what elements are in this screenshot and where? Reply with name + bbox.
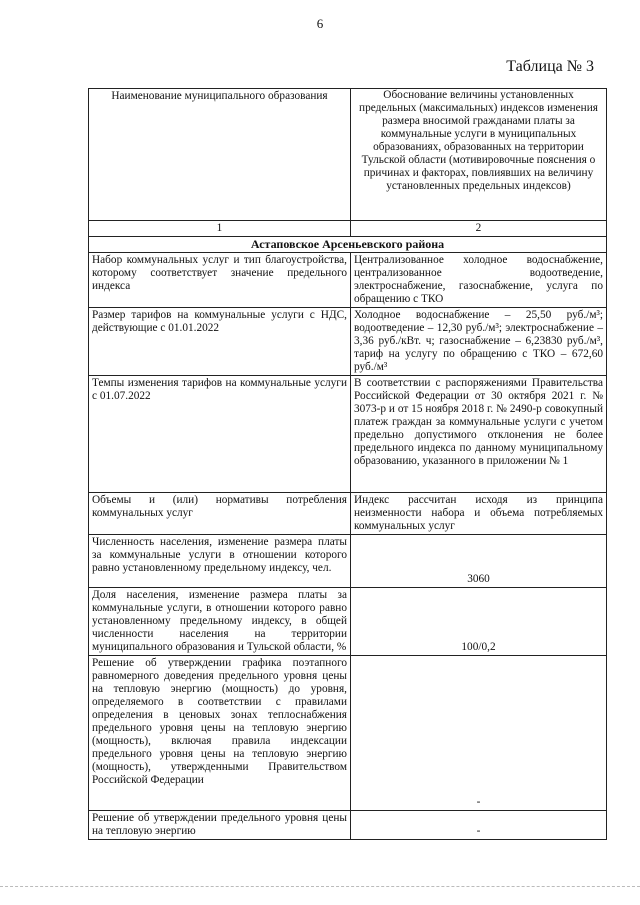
table-row: [89, 376, 607, 493]
header-justification: Обоснование величины установленных предельных (максимальных) индексов изменения размера вносимой гражданами платы за коммунальные услуги в муниципальных образованиях, образованных на территории Тульской области (мотивировочные пояснения о причинах и факторах, повлиявших на величину установленных предельных индексов): [351, 89, 607, 221]
table-row: [89, 253, 607, 308]
row-value: Холодное водоснабжение – 25,50 руб./м³; водоотведение – 12,30 руб./м³; электроснабжение – 3,36 руб./кВт. ч; газоснабжение – 6,23830 руб./м³, тариф на услугу по обращению с ТКО – 672,60 руб./м³: [351, 308, 607, 376]
row-value: Централизованное холодное водоснабжение, централизованное водоотведение, электроснабжение, газоснабжение, услуга по обращению с ТКО: [351, 253, 607, 308]
section-title: Астаповское Арсеньевского района: [89, 237, 607, 253]
table-row: [89, 308, 607, 376]
table-row: [89, 535, 607, 588]
header-municipality-name: Наименование муниципального образования: [89, 89, 351, 221]
table-row: [89, 493, 607, 535]
justification-table: [88, 88, 607, 840]
row-value: 3060: [351, 535, 607, 588]
table-header-row: [89, 89, 607, 221]
row-label: Численность населения, изменение размера платы за коммунальные услуги в отношении которого равно установленному предельному индексу, чел.: [89, 535, 351, 588]
row-value: В соответствии с распоряжениями Правительства Российской Федерации от 30 октября 2021 г. № 3073-р и от 15 ноября 2018 г. № 2490-р совокупный платеж граждан за коммунальные услуги с учетом предельно допустимого отклонения не более предельного индекса по данному муниципальному образованию, указанного в приложении № 1: [351, 376, 607, 493]
row-label: Набор коммунальных услуг и тип благоустройства, которому соответствует значение предельного индекса: [89, 253, 351, 308]
table-row: [89, 656, 607, 811]
table-row: [89, 811, 607, 840]
row-label: Решение об утверждении предельного уровня цены на тепловую энергию: [89, 811, 351, 840]
table-row: [89, 588, 607, 656]
row-label: Объемы и (или) нормативы потребления коммунальных услуг: [89, 493, 351, 535]
row-value: Индекс рассчитан исходя из принципа неизменности набора и объема потребляемых коммунальных услуг: [351, 493, 607, 535]
column-number-2: 2: [351, 221, 607, 237]
section-row: [89, 237, 607, 253]
row-label: Размер тарифов на коммунальные услуги с НДС, действующие с 01.01.2022: [89, 308, 351, 376]
row-value: 100/0,2: [351, 588, 607, 656]
column-number-row: [89, 221, 607, 237]
row-label: Доля населения, изменение размера платы за коммунальные услуги, в отношении которого равно установленному предельному индексу, в общей численности населения на территории муниципального образования и Тульской области, %: [89, 588, 351, 656]
page-number: 6: [316, 16, 324, 31]
row-value: -: [351, 656, 607, 811]
page-bottom-divider: [0, 886, 640, 887]
column-number-1: 1: [89, 221, 351, 237]
row-label: Темпы изменения тарифов на коммунальные услуги с 01.07.2022: [89, 376, 351, 493]
row-label: Решение об утверждении графика поэтапного равномерного доведения предельного уровня цены на тепловую энергию (мощность) до уровня, определяемого в соответствии с правилами определения в ценовых зонах теплоснабжения предельного уровня цены на тепловую энергию (мощность), включая правила индексации предельного уровня цены на тепловую энергию (мощность), утвержденными Правительством Российской Федерации: [89, 656, 351, 811]
table-title: Таблица № 3: [506, 58, 594, 75]
row-value: -: [351, 811, 607, 840]
